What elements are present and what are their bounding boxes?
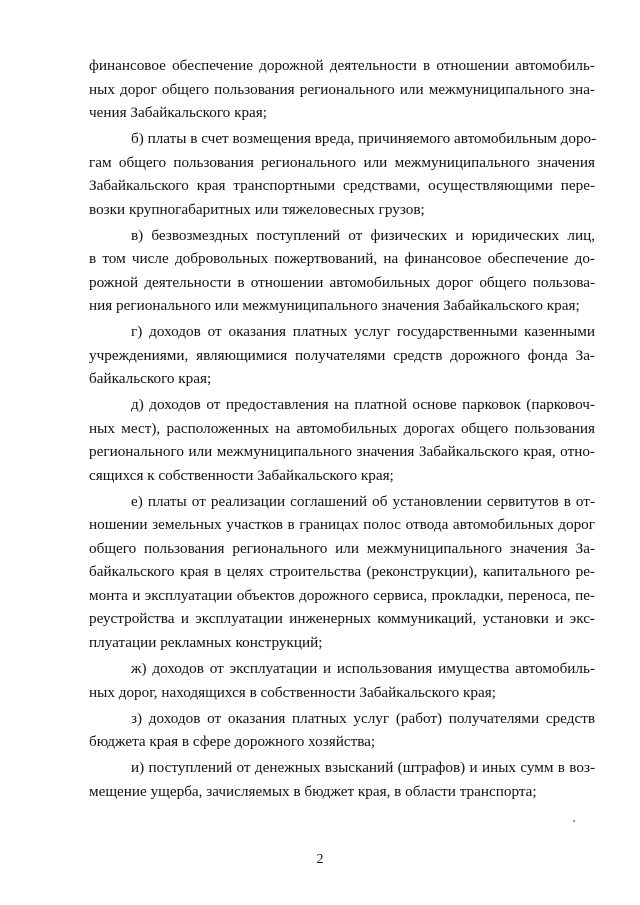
text-line: г) доходов от оказания платных услуг государственными казенными	[131, 323, 595, 341]
text-line: гам общего пользования регионального или межмуниципального значения	[89, 153, 595, 171]
text-line: плуатации рекламных конструкций;	[89, 633, 323, 651]
paragraph-item-g	[89, 320, 595, 391]
text-line: д) доходов от предоставления на платной основе парковок (парковоч-	[131, 396, 595, 414]
text-line: б) платы в счет возмещения вреда, причиняемого автомобильным доро-	[131, 130, 597, 148]
paragraph-item-e	[89, 490, 595, 655]
text-line: монта и эксплуатации объектов дорожного сервиса, прокладки, переноса, пе-	[89, 586, 595, 604]
paragraph-item-z	[89, 707, 595, 754]
text-line: общего пользования регионального или межмуниципального значения За-	[89, 539, 595, 557]
text-line: финансовое обеспечение дорожной деятельности в отношении автомобиль-	[89, 57, 595, 74]
text-line: Забайкальского края транспортными средствами, осуществляющими пере-	[89, 177, 595, 195]
scan-speck	[573, 820, 575, 822]
text-line: ношении земельных участков в границах полос отвода автомобильных дорог	[89, 516, 595, 534]
paragraph-item-v	[89, 224, 595, 318]
paragraph-item-zh	[89, 657, 595, 704]
text-line: в) безвозмездных поступлений от физических и юридических лиц,	[131, 226, 595, 244]
text-line: сящихся к собственности Забайкальского края;	[89, 466, 394, 484]
text-line: реустройства и эксплуатации инженерных коммуникаций, установки и экс-	[89, 610, 595, 628]
text-line: мещение ущерба, зачисляемых в бюджет края, в области транспорта;	[89, 782, 537, 800]
text-line: учреждениями, являющимися получателями средств дорожного фонда За-	[89, 346, 595, 364]
text-line: в том числе добровольных пожертвований, на финансовое обеспечение до-	[89, 250, 595, 268]
text-line: е) платы от реализации соглашений об установлении сервитутов в от-	[131, 492, 595, 510]
text-line: байкальского края в целях строительства (реконструкции), капитального ре-	[89, 563, 595, 581]
text-line: байкальского края;	[89, 370, 212, 388]
text-line: рожной деятельности в отношении автомобильных дорог общего пользова-	[89, 273, 595, 291]
text-line: ния регионального или межмуниципального значения Забайкальского края;	[89, 297, 580, 315]
text-line: ных дорог, находящихся в собственности Забайкальского края;	[89, 683, 496, 701]
text-line: ных дорог общего пользования регионального или межмуниципального зна-	[89, 80, 595, 98]
text-line: возки крупногабаритных или тяжеловесных грузов;	[89, 200, 425, 218]
paragraph-item-i	[89, 756, 595, 803]
text-line: регионального или межмуниципального значения Забайкальского края, отно-	[89, 443, 595, 461]
text-line: бюджета края в сфере дорожного хозяйства;	[89, 733, 376, 751]
text-line: чения Забайкальского края;	[89, 104, 267, 121]
paragraph-continuation	[89, 54, 595, 125]
paragraph-item-b	[89, 127, 595, 221]
page-number: 2	[316, 852, 324, 867]
document-body	[89, 54, 595, 806]
text-line: и) поступлений от денежных взысканий (штрафов) и иных сумм в воз-	[131, 759, 595, 777]
text-line: з) доходов от оказания платных услуг (работ) получателями средств	[131, 709, 595, 727]
paragraph-item-d	[89, 393, 595, 487]
text-line: ж) доходов от эксплуатации и использования имущества автомобиль-	[131, 660, 595, 678]
text-line: ных мест), расположенных на автомобильных дорогах общего пользования	[89, 419, 595, 437]
